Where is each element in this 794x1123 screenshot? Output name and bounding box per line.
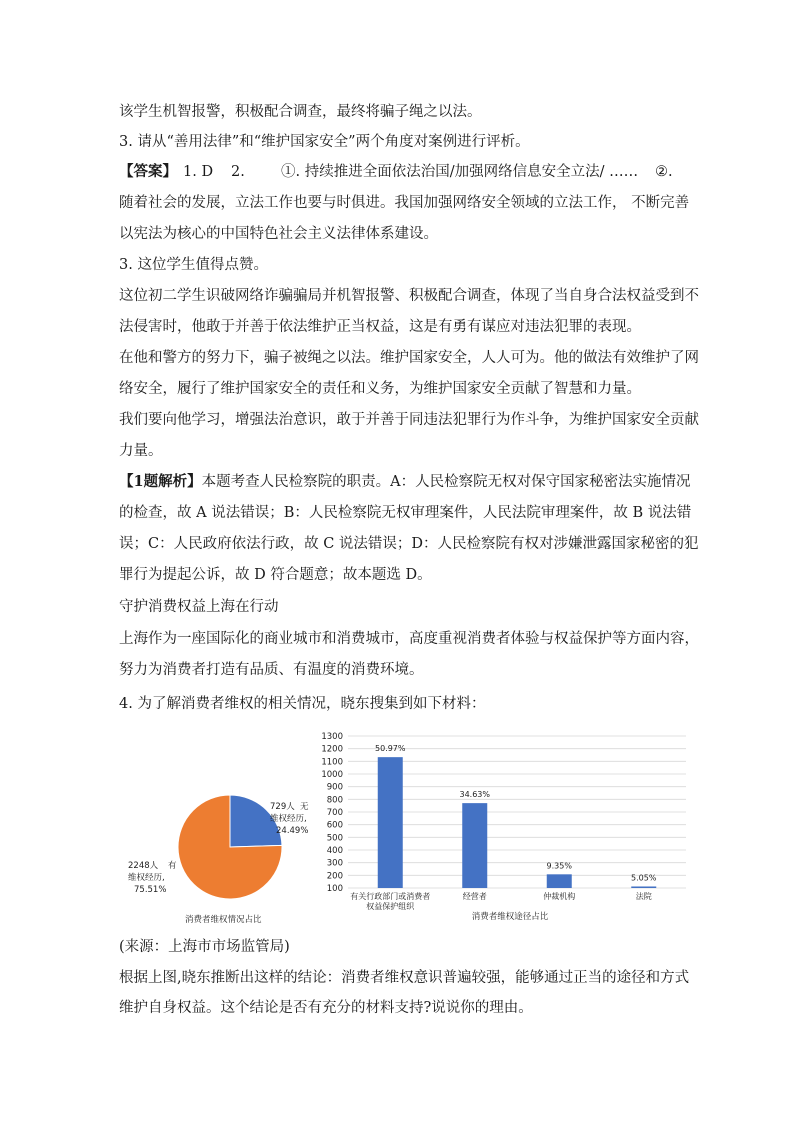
bar-data-label: 5.05% xyxy=(631,873,657,883)
text-line: 维护自身权益。这个结论是否有充分的材料支持?说说你的理由。 xyxy=(119,1000,533,1016)
analysis-line xyxy=(119,472,691,492)
bar xyxy=(631,886,656,888)
text-line: 络安全，履行了维护国家安全的责任和义务，为维护国家安全贡献了智慧和力量。 xyxy=(119,381,641,397)
source-note: (来源：上海市市场监管局) xyxy=(119,939,290,955)
text-line: 的检查，故 A 说法错误；B：人民检察院无权审理案件，人民法院审理案件，故 B 说法错 xyxy=(119,505,692,521)
y-tick-label: 300 xyxy=(326,858,343,869)
bar-data-label: 50.97% xyxy=(374,744,406,754)
pie-label-pct: 24.49% xyxy=(276,826,309,836)
text-line: 力量。 xyxy=(119,443,163,459)
pie-label-count: 2248人 xyxy=(128,861,159,871)
pie-label-name: 维权经历, xyxy=(270,814,307,824)
y-tick-label: 1000 xyxy=(321,770,343,780)
answer-1: 1. D xyxy=(183,164,214,180)
text-line: 以宪法为核心的中国特色社会主义法律体系建设。 xyxy=(119,226,438,242)
x-tick-label: 法院 xyxy=(635,892,652,901)
text-line: 随着社会的发展，立法工作也要与时俱进。我国加强网络安全领域的立法工作， 不断完善 xyxy=(119,195,690,211)
analysis-text: 本题考查人民检察院的职责。A：人民检察院无权对保守国家秘密法实施情况 xyxy=(201,474,691,490)
text-line: 3. 这位学生值得点赞。 xyxy=(119,257,268,273)
bar xyxy=(378,757,403,888)
text-line: 该学生机智报警，积极配合调查，最终将骗子绳之以法。 xyxy=(119,104,482,120)
bar-data-label: 9.35% xyxy=(546,861,572,871)
answer-2: 2. xyxy=(231,164,245,180)
text-line: 法侵害时，他敢于并善于依法维护正当权益，这是有勇有谋应对违法犯罪的表现。 xyxy=(119,319,641,335)
y-tick-label: 100 xyxy=(326,884,343,894)
bar-chart xyxy=(318,728,693,924)
y-tick-label: 600 xyxy=(326,820,343,831)
text-line: 我们要向他学习，增强法治意识，敢于并善于同违法犯罪行为作斗争，为维护国家安全贡献 xyxy=(119,412,699,428)
pie-label-kind: 无 xyxy=(300,802,309,812)
y-tick-label: 1300 xyxy=(321,732,343,742)
pie-label-kind: 有 xyxy=(168,861,177,871)
y-tick-label: 500 xyxy=(326,833,343,844)
bar-data-label: 34.63% xyxy=(459,790,491,800)
y-tick-label: 1100 xyxy=(321,757,343,768)
text-line: 根据上图,晓东推断出这样的结论：消费者维权意识普遍较强，能够通过正当的途径和方式 xyxy=(119,970,690,986)
pie-title: 消费者维权情况占比 xyxy=(185,915,262,925)
answer-2b: ②. xyxy=(655,164,673,180)
text-line: 罪行为提起公诉，故 D 符合题意；故本题选 D。 xyxy=(119,567,432,583)
bar-chart-title: 消费者维权途径占比 xyxy=(471,912,549,922)
text-line: 在他和警方的努力下，骗子被绳之以法。维护国家安全，人人可为。他的做法有效维护了网 xyxy=(119,350,699,366)
text-line: 上海作为一座国际化的商业城市和消费城市，高度重视消费者体验与权益保护等方面内容， xyxy=(119,631,699,647)
answer-tag: 【答案】 xyxy=(119,163,177,180)
answer-row xyxy=(119,162,679,182)
pie-label-name: 维权经历, xyxy=(128,873,165,883)
text-line: 努力为消费者打造有品质、有温度的消费环境。 xyxy=(119,662,424,678)
text-line: 误；C：人民政府依法行政，故 C 说法错误；D：人民检察院有权对涉嫌泄露国家秘密的犯 xyxy=(119,536,699,552)
text-line: 这位初二学生识破网络诈骗骗局并机智报警、积极配合调查，体现了当自身合法权益受到不 xyxy=(119,288,699,304)
section-heading: 守护消费权益上海在行动 xyxy=(119,599,279,615)
bar xyxy=(462,803,487,888)
question-3: 3. 请从“善用法律”和“维护国家安全”两个角度对案例进行评析。 xyxy=(119,134,530,150)
analysis-tag: 【1题解析】 xyxy=(119,473,202,490)
x-tick-label: 权益保护组织 xyxy=(366,902,415,911)
pie-label-count: 729人 xyxy=(270,802,295,812)
bar xyxy=(547,874,572,888)
y-tick-label: 1200 xyxy=(321,744,343,755)
question-4: 4. 为了解消费者维权的相关情况，晓东搜集到如下材料： xyxy=(119,696,486,712)
x-tick-label: 仲裁机构 xyxy=(543,892,576,901)
pie-chart xyxy=(120,790,320,930)
answer-2a: ①. 持续推进全面依法治国/加强网络信息安全立法/ …… xyxy=(281,164,639,180)
y-tick-label: 800 xyxy=(326,795,343,806)
y-tick-label: 400 xyxy=(326,846,343,856)
y-tick-label: 200 xyxy=(326,871,343,882)
x-tick-label: 经营者 xyxy=(462,892,487,901)
x-tick-label: 有关行政部门或消费者 xyxy=(350,892,431,901)
pie-label-pct: 75.51% xyxy=(134,885,167,895)
y-tick-label: 700 xyxy=(326,808,343,818)
y-tick-label: 900 xyxy=(326,782,343,793)
